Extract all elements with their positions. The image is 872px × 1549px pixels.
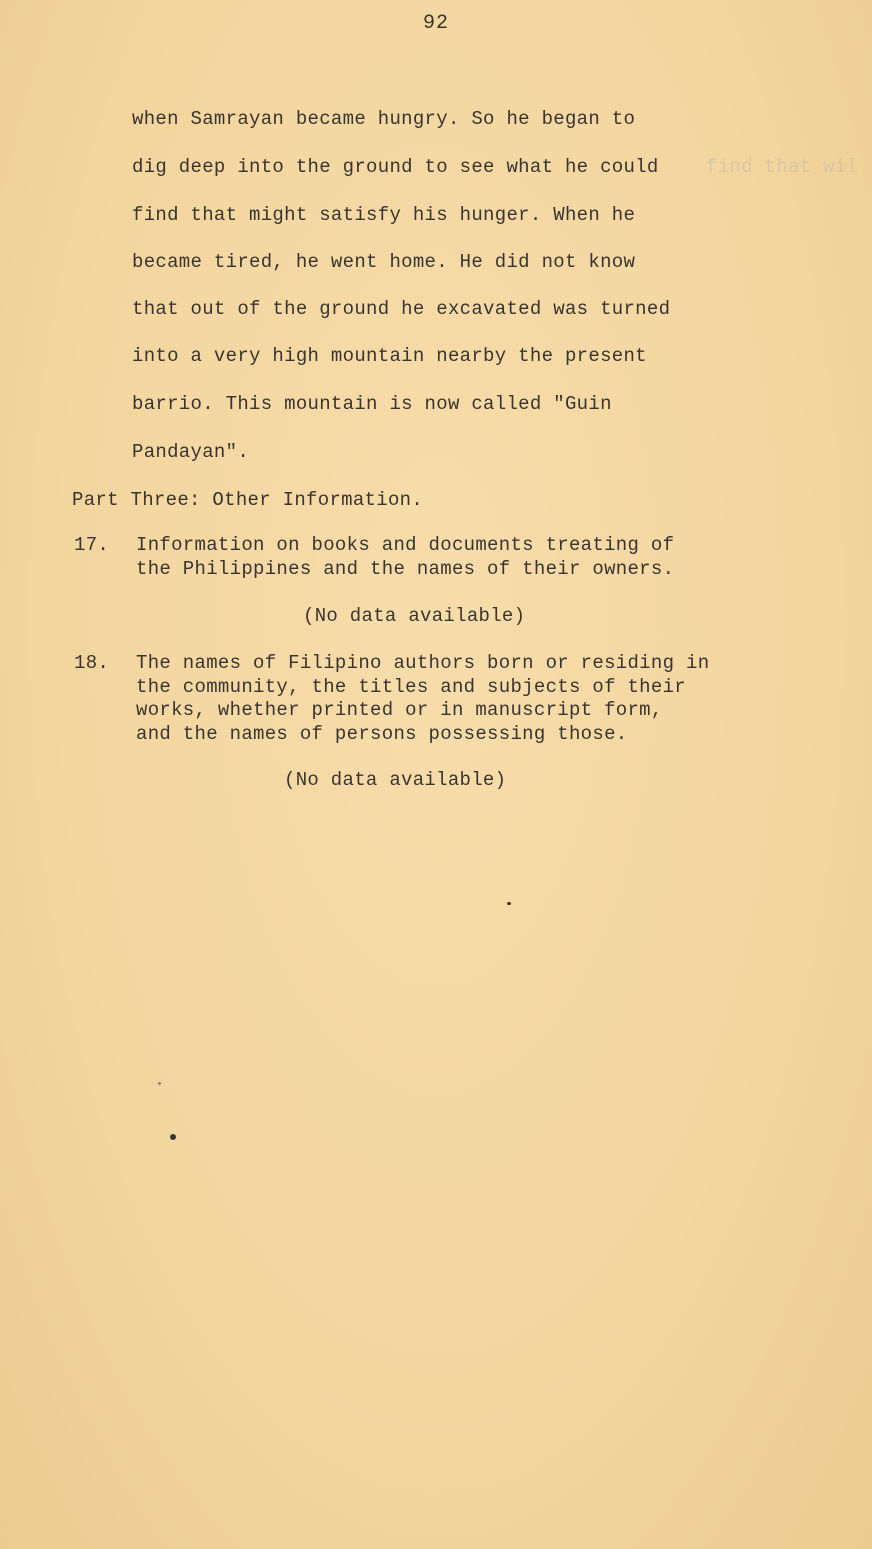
item-17 (74, 534, 774, 584)
bleed-through-text (40, 190, 840, 1490)
item-text-line: works, whether printed or in manuscript form, (136, 699, 663, 721)
item-text-line: the Philippines and the names of their owners. (136, 558, 675, 580)
item-number: 18. (74, 652, 110, 674)
no-data-note: (No data available) (284, 769, 507, 791)
faded-continuation: find that wil (706, 156, 859, 178)
ink-speck (158, 1082, 161, 1085)
item-18 (74, 652, 794, 752)
narrative-line: when Samrayan became hungry. So he began to (132, 108, 636, 130)
narrative-line: dig deep into the ground to see what he could (132, 156, 659, 178)
narrative-line: that out of the ground he excavated was turned (132, 298, 671, 320)
item-text-line: and the names of persons possessing those. (136, 723, 628, 745)
no-data-note: (No data available) (303, 605, 526, 627)
page-number: 92 (422, 12, 449, 35)
ink-speck (507, 902, 511, 905)
narrative-line: became tired, he went home. He did not know (132, 251, 636, 273)
narrative-line: barrio. This mountain is now called "Guin (132, 393, 612, 415)
narrative-line: into a very high mountain nearby the present (132, 345, 647, 367)
narrative-line: Pandayan". (132, 441, 250, 463)
item-text-line: The names of Filipino authors born or residing in (136, 652, 710, 674)
narrative-line: find that might satisfy his hunger. When he (132, 204, 636, 226)
section-heading: Part Three: Other Information. (72, 489, 424, 511)
item-text-line: the community, the titles and subjects of their (136, 676, 686, 698)
item-number: 17. (74, 534, 110, 556)
ink-speck (170, 1134, 176, 1140)
item-text-line: Information on books and documents treating of (136, 534, 675, 556)
